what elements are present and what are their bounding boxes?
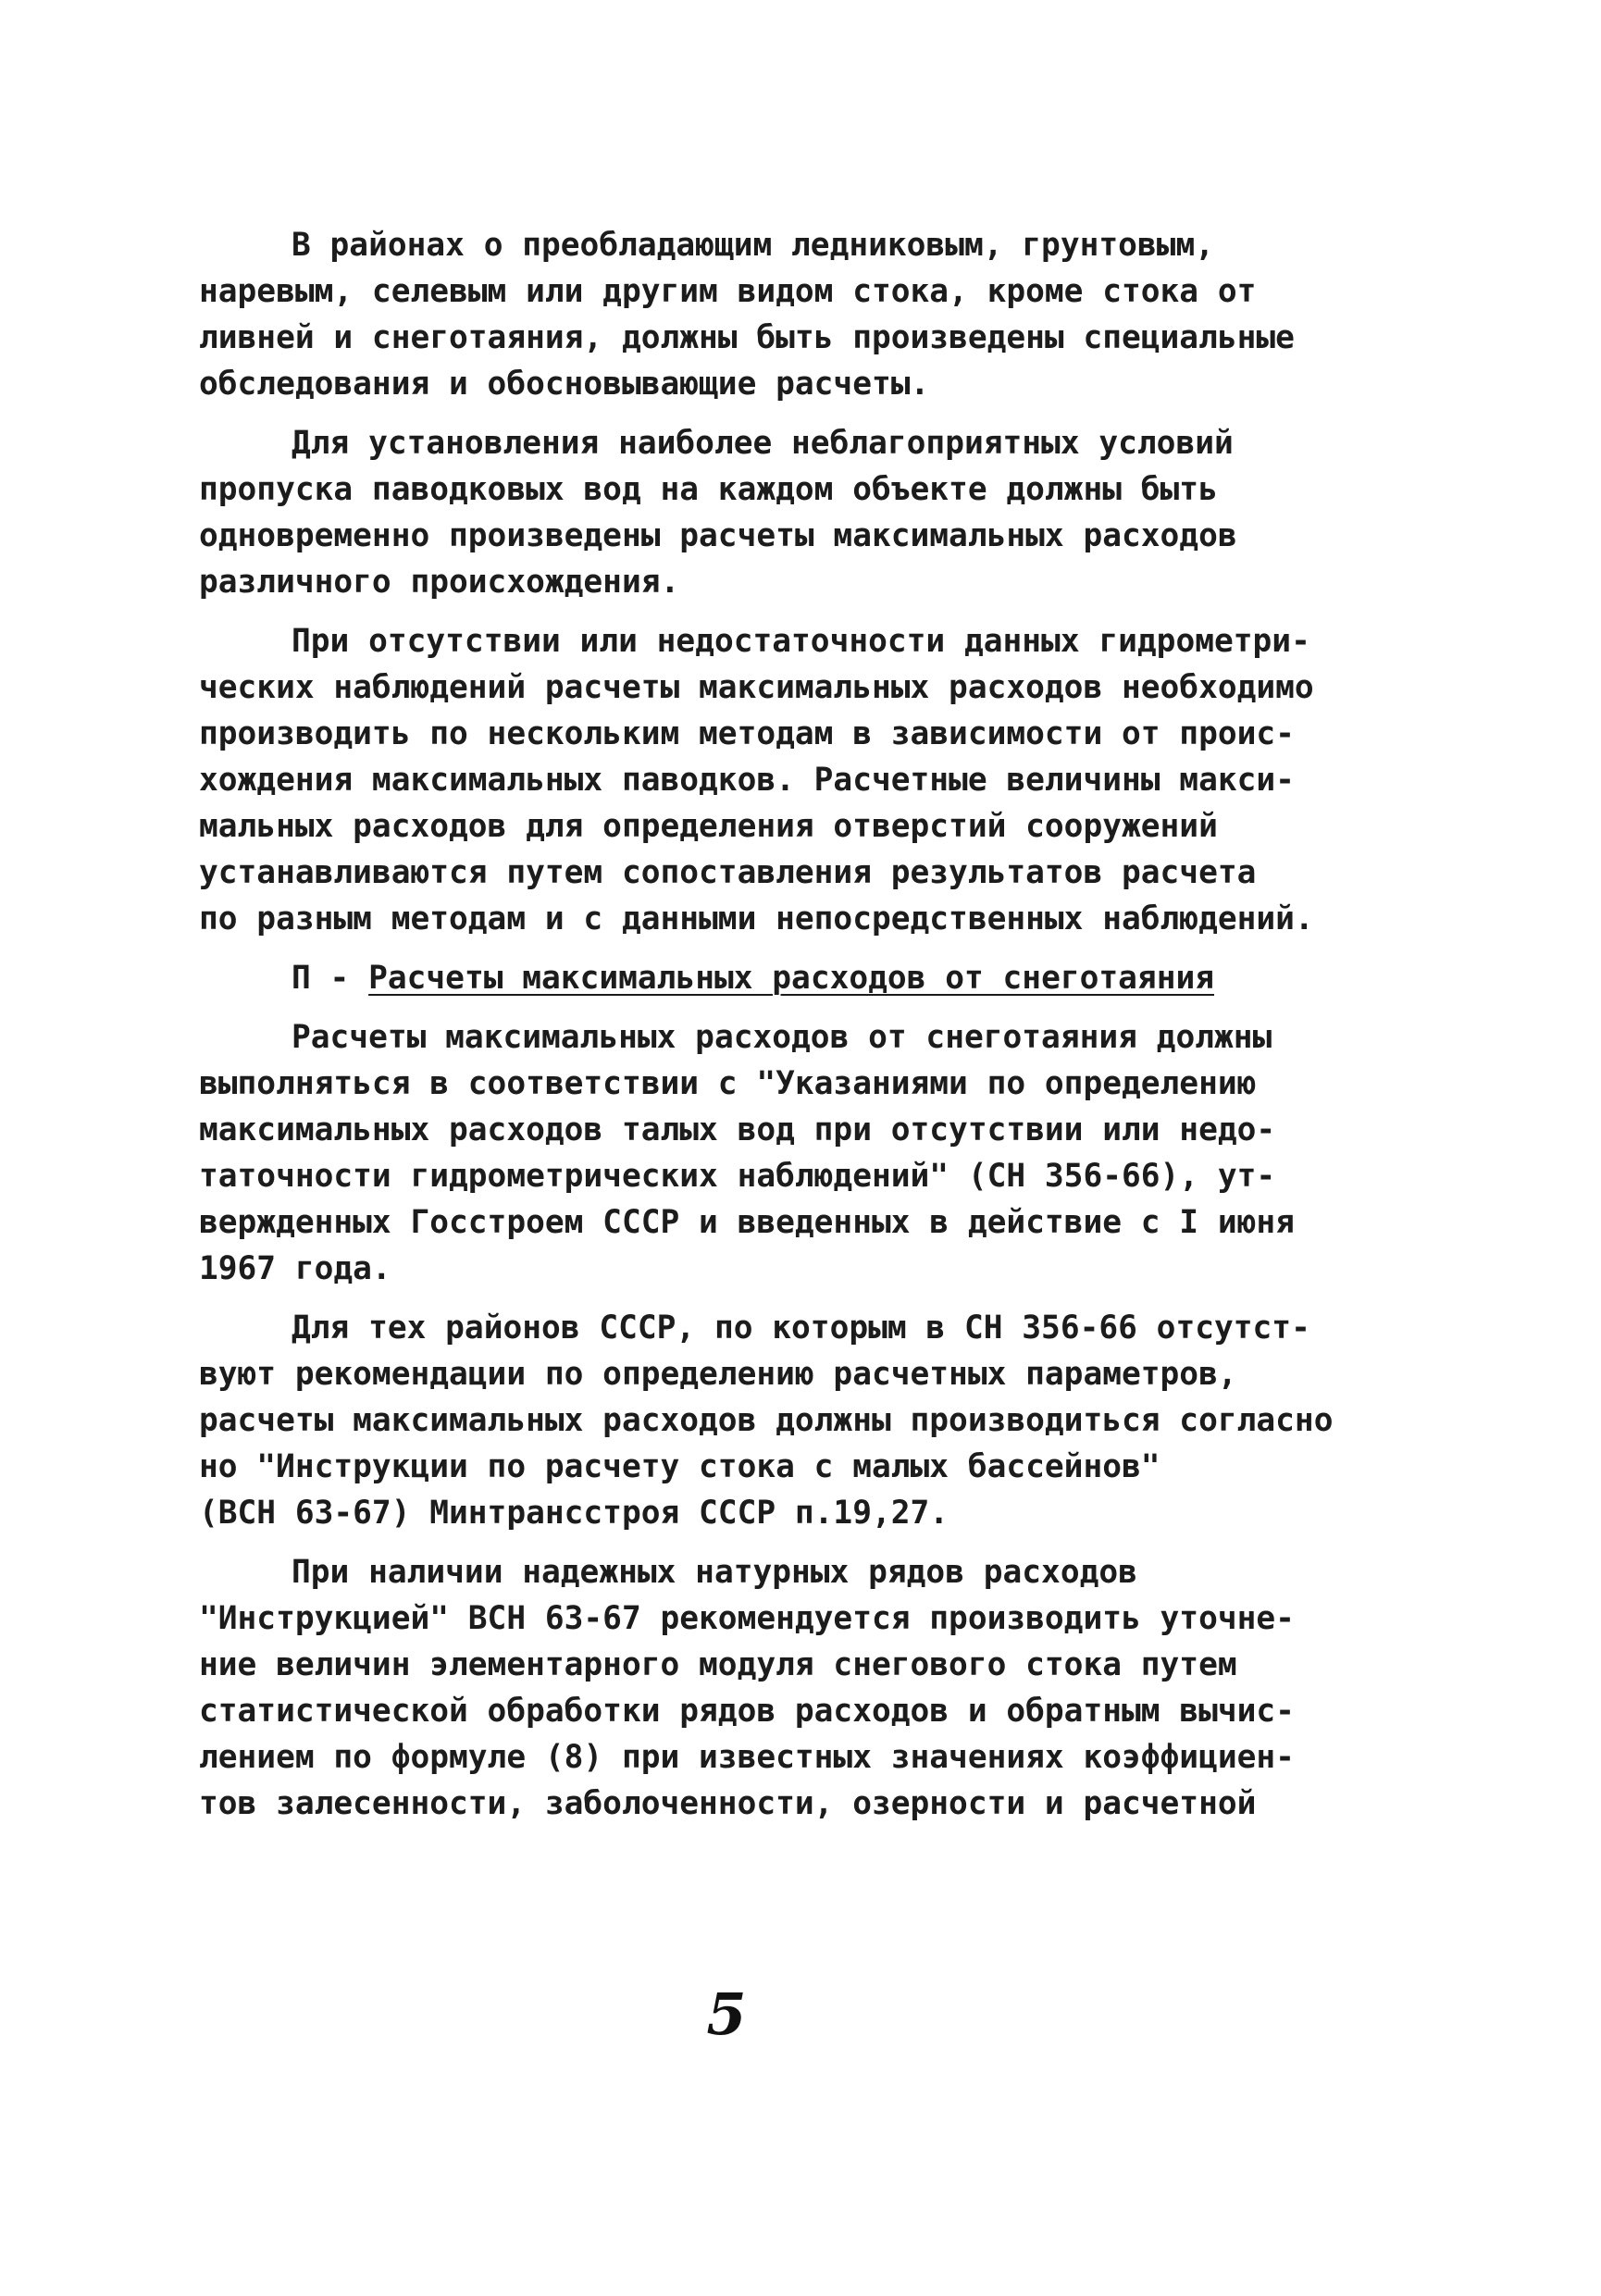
text-line: При отсутствии или недостаточности данных гидрометри- xyxy=(292,623,1310,660)
text-line: вуют рекомендации по определению расчетных параметров, xyxy=(199,1356,1237,1393)
text-line: максимальных расходов талых вод при отсутствии или недо- xyxy=(199,1111,1276,1148)
text-line: вержденных Госстроем СССР и введенных в действие с I июня xyxy=(199,1204,1295,1241)
paragraph-1 xyxy=(199,222,1309,407)
text-line: лением по формуле (8) при известных значениях коэффициен- xyxy=(199,1739,1295,1776)
text-line: выполняться в соответствии с "Указаниями по определению xyxy=(199,1065,1257,1102)
text-line: тов залесенности, заболоченности, озерности и расчетной xyxy=(199,1785,1257,1822)
text-line: Расчеты максимальных расходов от снеготаяния должны xyxy=(292,1019,1272,1056)
paragraph-5 xyxy=(199,1305,1334,1536)
paragraph-3 xyxy=(199,618,1314,942)
paragraph-4 xyxy=(199,1014,1309,1292)
page-number: 5 xyxy=(706,1980,747,2048)
text-line: пропуска паводковых вод на каждом объекте должны быть xyxy=(199,471,1218,508)
document-body xyxy=(199,222,1334,1827)
paragraph-gap xyxy=(199,1536,1309,1549)
text-line: но "Инструкции по расчету стока с малых бассейнов" xyxy=(199,1448,1160,1485)
section-heading xyxy=(199,955,1309,1001)
text-line: производить по нескольким методам в зависимости от проис- xyxy=(199,715,1295,752)
paragraph-gap xyxy=(199,407,1309,420)
text-line: ние величин элементарного модуля снегового стока путем xyxy=(199,1646,1237,1683)
text-line: устанавливаются путем сопоставления результатов расчета xyxy=(199,854,1257,891)
text-line: расчеты максимальных расходов должны производиться согласно xyxy=(199,1402,1334,1439)
text-line: хождения максимальных паводков. Расчетные величины макси- xyxy=(199,762,1295,799)
text-line: таточности гидрометрических наблюдений" (СН 356-66), ут- xyxy=(199,1158,1276,1195)
paragraph-gap xyxy=(199,1001,1309,1014)
text-line: "Инструкцией" ВСН 63-67 рекомендуется производить уточне- xyxy=(199,1600,1295,1637)
text-line: мальных расходов для определения отверстий сооружений xyxy=(199,808,1218,845)
section-number: П - xyxy=(292,960,350,997)
text-line: ливней и снеготаяния, должны быть произведены специальные xyxy=(199,319,1295,356)
text-line: ческих наблюдений расчеты максимальных расходов необходимо xyxy=(199,669,1314,706)
text-line: по разным методам и с данными непосредственных наблюдений. xyxy=(199,900,1314,937)
text-line: одновременно произведены расчеты максимальных расходов xyxy=(199,517,1237,554)
section-title: Расчеты максимальных расходов от снеготаяния xyxy=(368,960,1215,997)
text-line: наревым, селевым или другим видом стока, кроме стока от xyxy=(199,273,1257,310)
paragraph-6 xyxy=(199,1549,1309,1827)
paragraph-gap xyxy=(199,1292,1309,1305)
text-line: (ВСН 63-67) Минтрансстроя СССР п.19,27. xyxy=(199,1495,949,1532)
text-line: 1967 года. xyxy=(199,1250,391,1287)
text-line: В районах о преобладающим ледниковым, грунтовым, xyxy=(292,227,1214,264)
text-line: статистической обработки рядов расходов и обратным вычис- xyxy=(199,1693,1295,1730)
text-line: Для установления наиболее неблагоприятных условий xyxy=(292,425,1234,462)
text-line: различного происхождения. xyxy=(199,564,680,601)
text-line: При наличии надежных натурных рядов расходов xyxy=(292,1554,1137,1591)
text-line: обследования и обосновывающие расчеты. xyxy=(199,366,930,403)
paragraph-gap xyxy=(199,605,1309,618)
text-line: Для тех районов СССР, по которым в СН 356-66 отсутст- xyxy=(292,1309,1310,1347)
paragraph-gap xyxy=(199,942,1309,955)
paragraph-2 xyxy=(199,420,1309,605)
